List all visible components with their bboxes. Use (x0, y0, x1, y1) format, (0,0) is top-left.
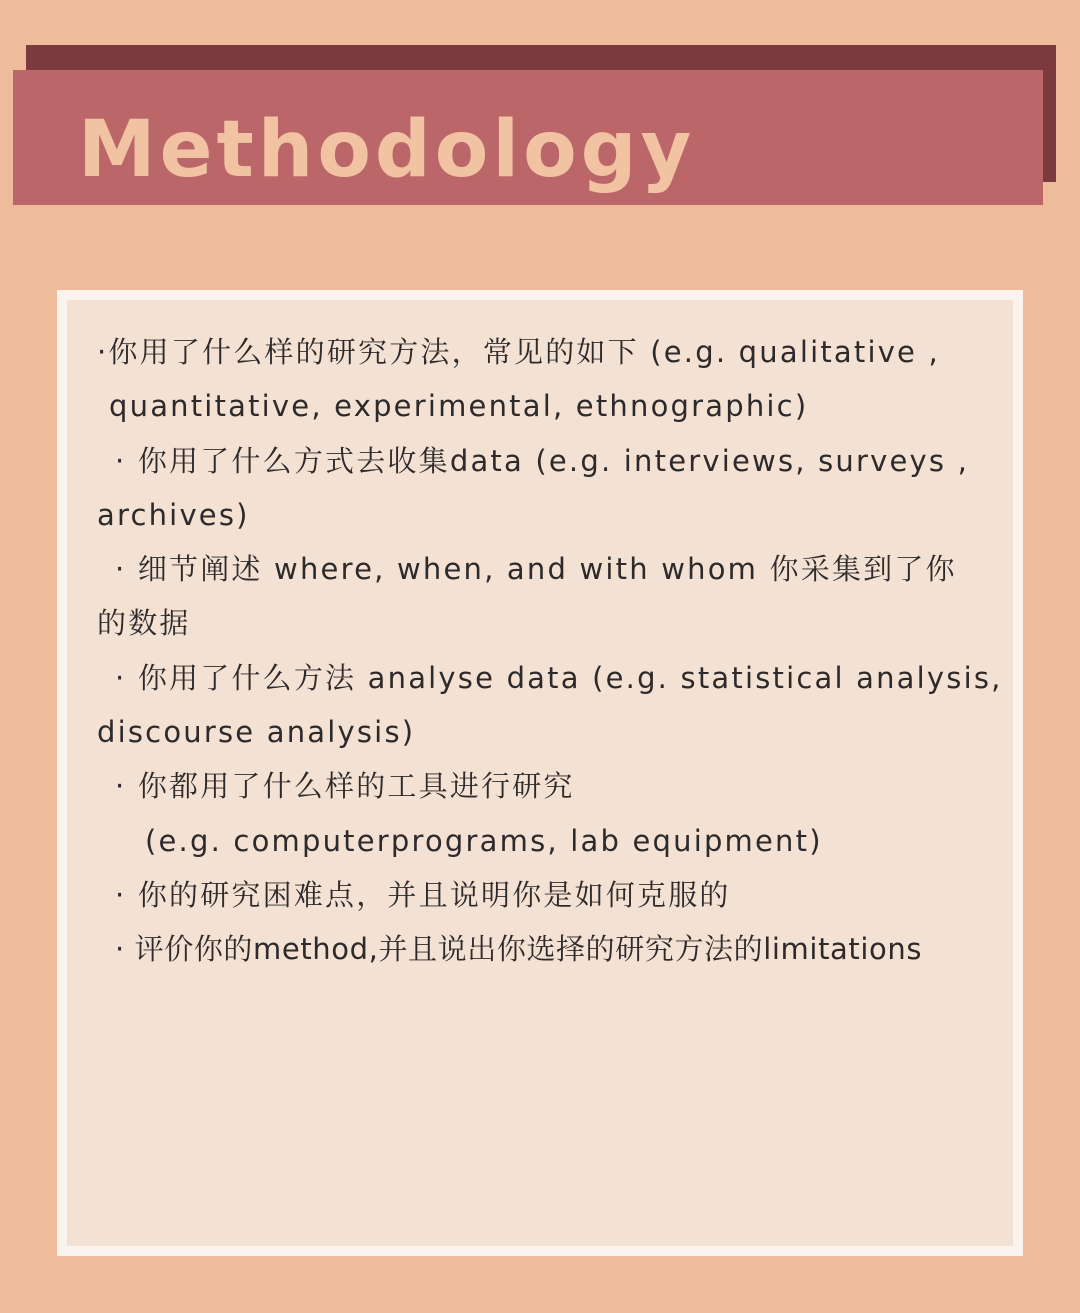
list-item-method-limitations: · 评价你的method,并且说出你选择的研究方法的limitations (115, 932, 923, 967)
list-item-data-context: · 细节阐述 where, when, and with whom 你采集到了你 (115, 552, 957, 587)
list-item-research-difficulties: · 你的研究困难点，并且说明你是如何克服的 (115, 877, 731, 912)
list-item-research-method: ·你用了什么样的研究方法，常见的如下 (e.g. qualitative , (97, 335, 940, 369)
list-item-research-method-continued: quantitative, experimental, ethnographic) (109, 389, 809, 424)
page-title: Methodology (78, 105, 696, 195)
methodology-list (97, 325, 1009, 977)
list-item-data-collection: · 你用了什么方式去收集data (e.g. interviews, surveys , (115, 443, 970, 478)
list-item-data-analysis: · 你用了什么方法 analyse data (e.g. statistical analysis, (115, 660, 1003, 695)
list-item-research-tools: · 你都用了什么样的工具进行研究 (115, 769, 575, 804)
list-item-data-analysis-continued: discourse analysis) (97, 715, 416, 750)
list-item-research-tools-continued: (e.g. computerprograms, lab equipment) (145, 823, 823, 858)
list-item-data-collection-continued: archives) (97, 497, 250, 532)
list-item-data-context-continued: 的数据 (97, 606, 191, 641)
